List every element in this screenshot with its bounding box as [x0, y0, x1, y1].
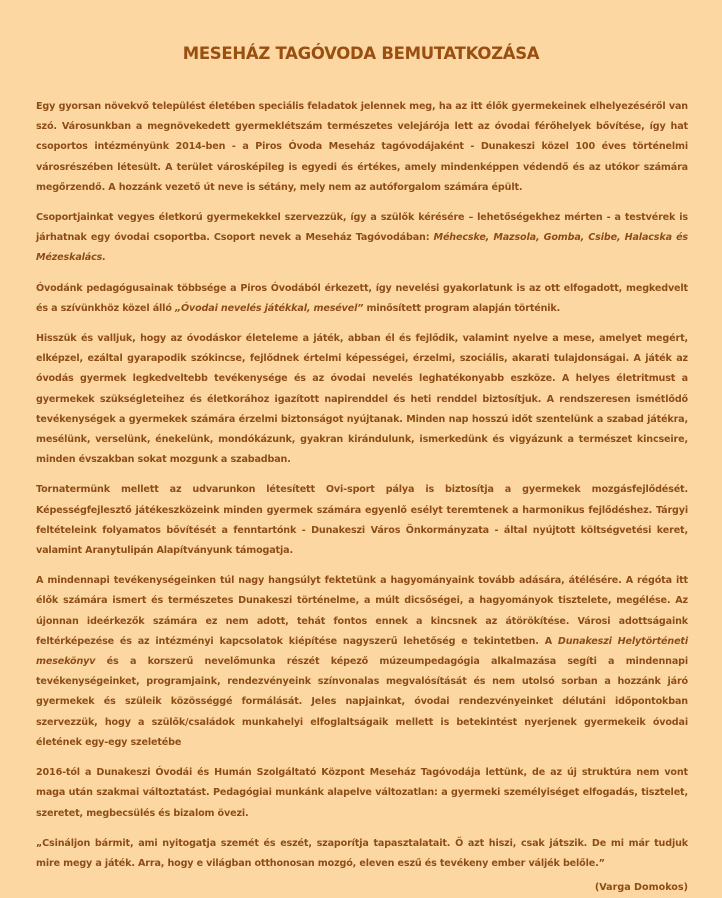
- paragraph-intro: Egy gyorsan növekvő települést életében speciális feladatok jelennek meg, ha az itt élők gyermekeinek elhelyezéséről van szó. Városunkban a megnövekedett gyermeklétszám természetes velejárója lett az óvodai férőhelyek bővítése, így hat csoportos intézményünk 2014-ben - a Piros Óvoda Meseház tagóvodájaként - Dunakeszi közel 100 éves történelmi városrészében létesült. A terület városképileg is egyedi és értékes, amely mindenképpen védendő és az utókor számára megőrzendő. A hozzánk vezető út neve is sétány, mely nem az autóforgalom számára épült.: [36, 101, 688, 193]
- paragraph-structure: 2016-tól a Dunakeszi Óvodái és Humán Szolgáltató Központ Meseház Tagóvodája lettünk, de az új struktúra nem vont maga után szakmai változtatást. Pedagógiai munkánk alapelve változatlan: a gyermeki személyiséget elfogadás, tisztelet, szeretet, megbecsülés és bizalom övezi.: [36, 767, 688, 819]
- paragraph-play: Hisszük és valljuk, hogy az óvodáskor életeleme a játék, abban él és fejlődik, valamint nyelve a mese, amelyet megért, elképzel, ezáltal gyarapodik szókincse, fejlődnek értelmi képességei, érzelmi, szociális, akarati tulajdonságai. A játék az óvodás gyermek legkedveltebb tevékenysége és az óvodai nevelés leghatékonyabb eszköze. A helyes életritmust a gyermekek szükségleteihez és életkorához igazított napirenddel és heti renddel biztosítjuk. A rendszeresen ismétlődő tevékenységek a gyermekek számára érzelmi biztonságot nyújtanak. Minden nap hosszú időt szentelünk a szabad játékra, mesélünk, verselünk, énekelünk, mondókázunk, gyakran kirándulunk, ismerkedünk és vigyázunk a természet kincseire, minden évszakban sokat mozgunk a szabadban.: [36, 333, 688, 466]
- program-text-b: minősített program alapján történik.: [363, 302, 561, 314]
- quote-author: (Varga Domokos): [594, 882, 688, 894]
- paragraph-groups: [36, 208, 688, 269]
- groups-text: Csoportjainkat vegyes életkorú gyermekekkel szervezzük, így a szülők kérésére – lehetőségekhez mérten - a testvérek is járhatnak egy óvodai csoportba. Csoport nevek a Meseház Tagóvodában:: [36, 212, 688, 244]
- quote: „Csináljon bármit, ami nyitogatja szemét és eszét, szaporítja tapasztalatait. Ő azt hiszi, csak játszik. De mi már tudjuk mire megy a játék. Arra, hogy e világban otthonosan mozgó, eleven eszű és tevékeny ember váljék belőle.”: [36, 837, 688, 869]
- traditions-text-a: A mindennapi tevékenységeinken túl nagy hangsúlyt fektetünk a hagyományaink tovább adására, átélésére. A régóta itt élők számára ismert és természetes Dunakeszi történelme, a múlt dicsőségei, a hagyományok tisztelete, megélése. Az újonnan ideérkezők számára ez nem adott, tehát fontos ennek a kincsnek az átörökítése. Városi adottságaink feltérképezése és az intézményi kapcsolatok kiépítése nagyszerű lehetőség e tekintetben. A: [36, 575, 688, 647]
- paragraph-traditions: [36, 571, 688, 753]
- storybook-title: Dunakeszi Helytörténeti mesekönyv: [36, 635, 689, 668]
- paragraph-program: [36, 279, 688, 319]
- article-body: [36, 97, 688, 898]
- program-name: „Óvodai nevelés játékkal, mesével”: [174, 302, 364, 314]
- paragraph-sport: Tornatermünk mellett az udvarunkon létesített Ovi-sport pálya is biztosítja a gyermekek mozgásfejlődését. Képességfejlesztő játékeszközeink minden gyermek számára egyenlő esélyt teremtenek a harmonikus fejlődéshez. Tárgyi feltételeink folyamatos bővítését a fenntartónk - Dunakeszi Város Önkormányzata - által nyújtott költségvetési keret, valamint Aranytulipán Alapítványunk támogatja.: [36, 484, 688, 557]
- page-title: MESEHÁZ TAGÓVODA BEMUTATKOZÁSA: [182, 44, 540, 63]
- traditions-text-b: és a korszerű nevelőmunka részét képező múzeumpedagógia alkalmazása segíti a mindennapi tevékenységeinket, programjaink, rendezvényeink színvonalas megvalósítását és nem utolsó sorban a hozzánk járó gyermekek és szüleik közösséggé formálását. Jeles napjainkat, óvodai rendezvényeinket délutáni időpontokban szervezzük, hogy a szülők/családok munkahelyi elfoglaltságaik mellett is betekintést nyerjenek gyermekeik óvodai életének egy-egy szeletébe: [36, 656, 688, 748]
- group-names: Méhecske, Mazsola, Gomba, Csibe, Halacska és Mézeskalács.: [36, 232, 688, 264]
- program-text-a: Óvodánk pedagógusainak többsége a Piros Óvodából érkezett, így nevelési gyakorlatunk is az ott elfogadott, megkedvelt és a szívünkhöz közel álló: [36, 282, 688, 314]
